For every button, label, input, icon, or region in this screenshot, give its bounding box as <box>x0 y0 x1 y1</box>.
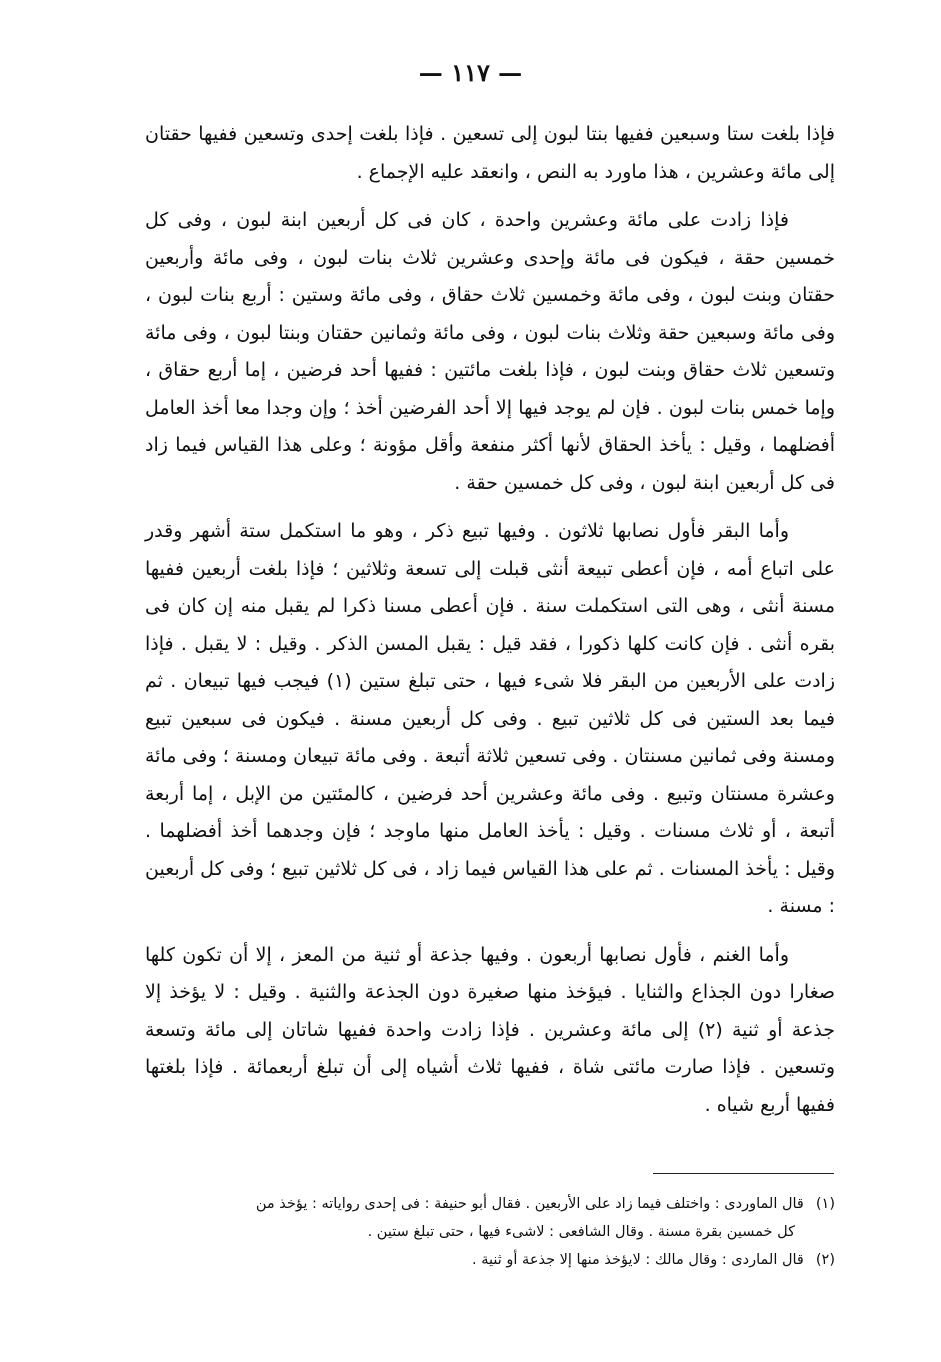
paragraph-cattle: وأما البقر فأول نصابها ثلاثون . وفيها تبيع ذكر ، وهو ما استكمل ستة أشهر وقدر على اتباع أمه ، فإن أعطى تبيعة أنثى قبلت إلى تسعة وثلاثين ؛ فإذا بلغت أربعين ففيها مسنة أنثى ، وهى التى استكملت سنة . فإن أعطى مسنا ذكرا لم يقبل منه إن كان فى بقره أنثى . فإن كانت كلها ذكورا ، فقد قيل : يقبل المسن الذكر . وقيل : لا يقبل . فإذا زادت على الأربعين من البقر فلا شىء فيها ، حتى تبلغ ستين (١) فيجب فيها تبيعان . ثم فيما بعد الستين فى كل ثلاثين تبيع . وفى كل أربعين مسنة . فيكون فى سبعين تبيع ومسنة وفى ثمانين مسنتان . وفى تسعين ثلاثة أتبعة . وفى مائة تبيعان ومسنة ؛ وفى مائة وعشرة مسنتان وتبيع . وفى مائة وعشرين أحد فرضين ، كالمئتين من الإبل ، إما أربعة أتبعة ، أو ثلاث مسنات . وقيل : يأخذ العامل منها ماوجد ؛ فإن وجدهما أخذ أفضلهما . وقيل : يأخذ المسنات . ثم على هذا القياس فيما زاد ، فى كل ثلاثين تبيع ؛ وفى كل أربعين : مسنة . <box>145 520 835 917</box>
body-text <box>145 116 835 1124</box>
footnote-1-text: قال الماوردى : واختلف فيما زاد على الأربعين . فقال أبو حنيفة : فى إحدى رواياته : يؤخذ من <box>255 1196 804 1212</box>
footnotes <box>145 1190 835 1274</box>
page-number: — ١١٧ — <box>418 58 523 87</box>
paragraph-camels-end: فإذا بلغت ستا وسبعين ففيها بنتا لبون إلى تسعين . فإذا بلغت إحدى وتسعين ففيها حقتان إلى مائة وعشرين ، هذا ماورد به النص ، وانعقد عليه الإجماع . <box>145 123 835 183</box>
paragraph-camels-over-120: فإذا زادت على مائة وعشرين واحدة ، كان فى كل أربعين ابنة لبون ، وفى كل خمسين حقة ، فيكون فى مائة وإحدى وعشرين ثلاث بنات لبون ، وفى مائة وأربعين حقتان وبنت لبون ، وفى مائة وخمسين ثلاث حقاق ، وفى مائة وستين : أربع بنات لبون ، وفى مائة وسبعين حقة وثلاث بنات لبون ، وفى مائة وثمانين حقتان وبنتا لبون ، وفى مائة وتسعين ثلاث حقاق وبنت لبون ، فإذا بلغت مائتين : ففيها أحد فرضين ، إما أربع حقاق ، وإما خمس بنات لبون . فإن لم يوجد فيها إلا أحد الفرضين أخذ ؛ وإن وجدا معا أخذ العامل أفضلهما ، وقيل : يأخذ الحقاق لأنها أكثر منفعة وأقل مؤونة ؛ وعلى هذا القياس فيما زاد فى كل أربعين ابنة لبون ، وفى كل خمسين حقة . <box>145 209 835 494</box>
footnote-1-continuation: كل خمسين بقرة مسنة . وقال الشافعى : لاشىء فيها ، حتى تبلغ ستين . <box>367 1224 795 1240</box>
footnote-separator <box>653 1173 834 1174</box>
footnote-2-text: قال الماردى : وقال مالك : لايؤخذ منها إلا جذعة أو ثنية . <box>472 1252 804 1268</box>
footnote-1 <box>145 1190 835 1218</box>
footnote-1-mark: (١) <box>815 1196 835 1212</box>
paragraph-sheep: وأما الغنم ، فأول نصابها أربعون . وفيها جذعة أو ثنية من المعز ، إلا أن تكون كلها صغارا دون الجذاع والثنايا . فيؤخذ منها صغيرة دون الجذعة والثنية . وقيل : لا يؤخذ إلا جذعة أو ثنية (٢) إلى مائة وعشرين . فإذا زادت واحدة ففيها شاتان إلى مائة وتسعة وتسعين . فإذا صارت مائتى شاة ، ففيها ثلاث أشياه إلى أن تبلغ أربعمائة . فإذا بلغتها ففيها أربع شياه . <box>145 943 835 1116</box>
footnote-2 <box>145 1246 835 1274</box>
footnote-2-mark: (٢) <box>815 1252 835 1268</box>
